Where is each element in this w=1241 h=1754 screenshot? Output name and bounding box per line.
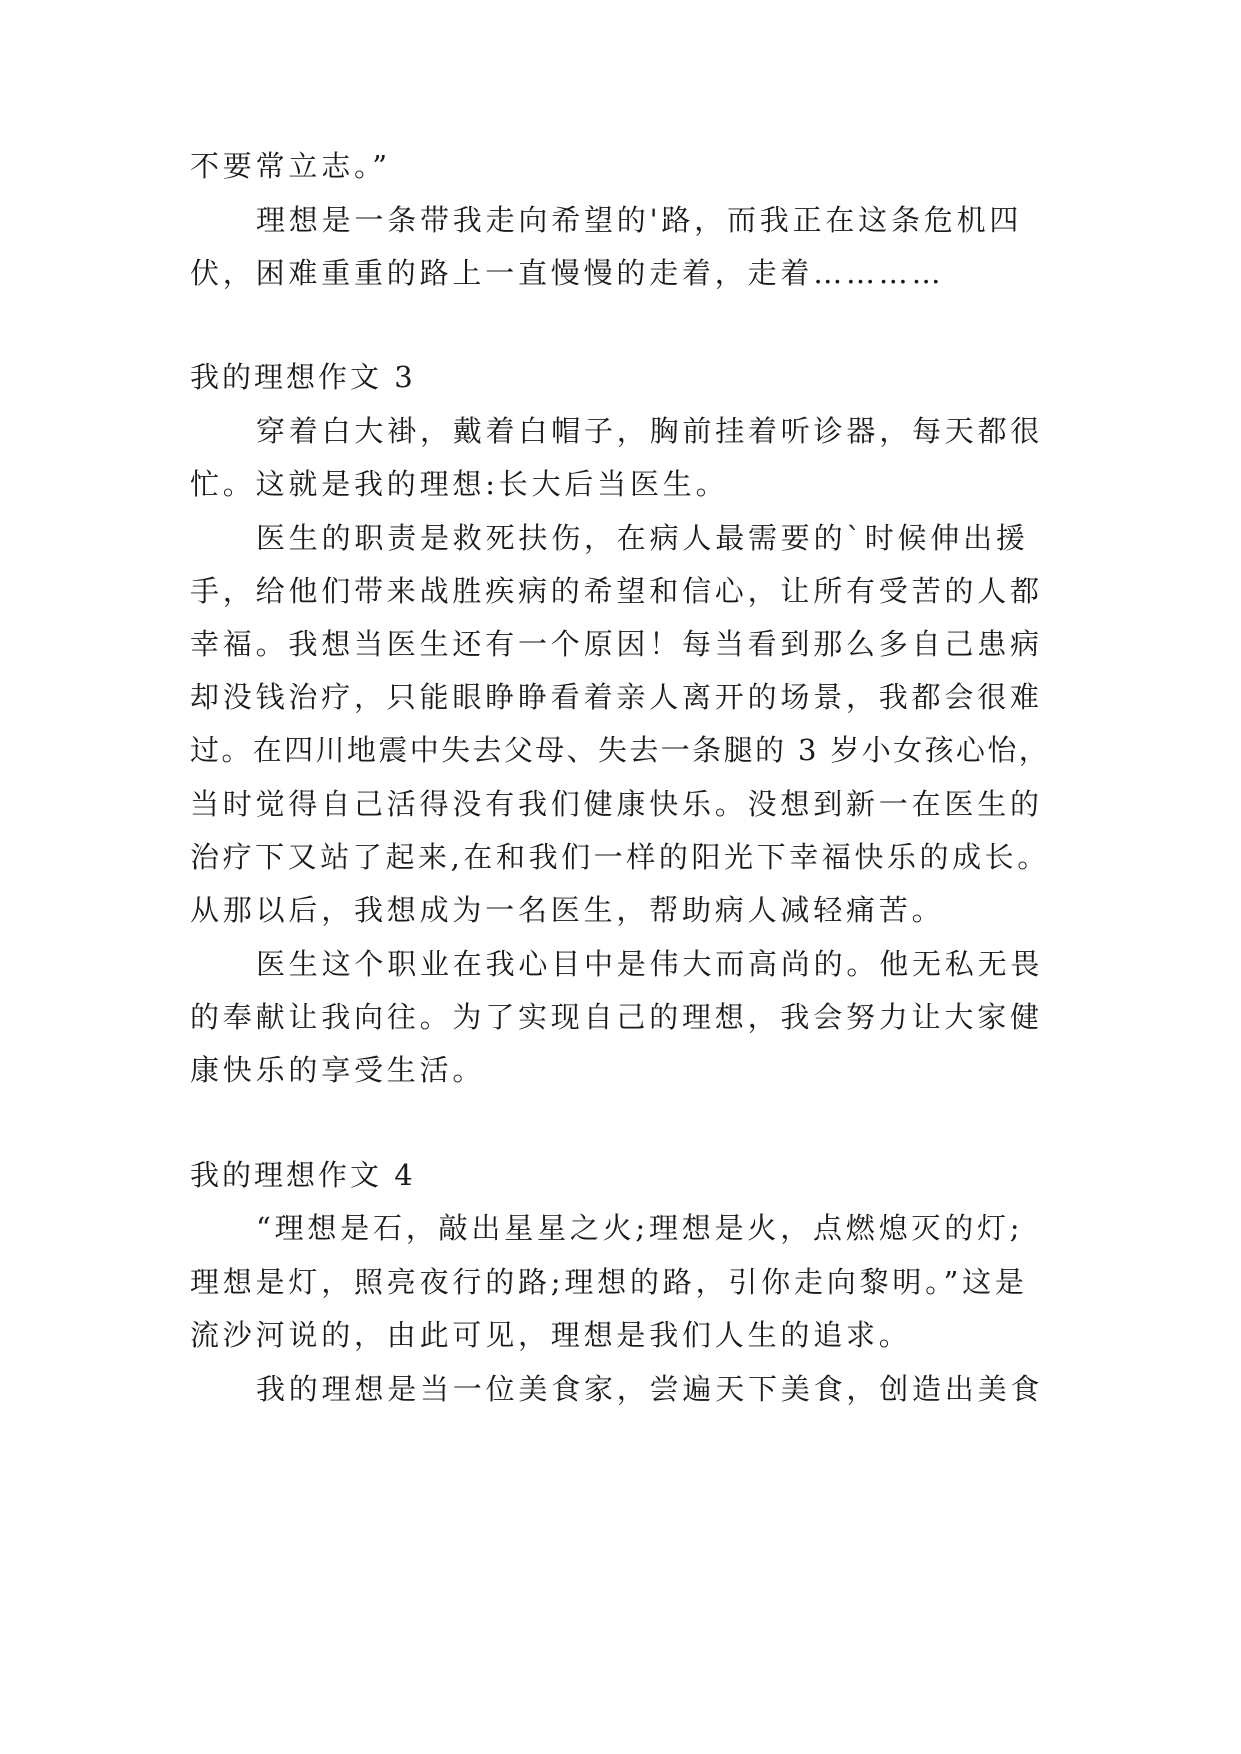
- paragraph-line: 却没钱治疗，只能眼睁睁看着亲人离开的场景，我都会很难: [190, 680, 1043, 714]
- paragraph-line: 流沙河说的，由此可见，理想是我们人生的追求。: [190, 1318, 912, 1352]
- paragraph-line: 理想是一条带我走向希望的'路，而我正在这条危机四: [256, 203, 1023, 237]
- paragraph-line: 医生这个职业在我心目中是伟大而高尚的。他无私无畏: [256, 947, 1044, 981]
- paragraph-line: 从那以后，我想成为一名医生，帮助病人减轻痛苦。: [190, 893, 945, 927]
- paragraph-line: “理想是石，敲出星星之火;理想是火，点燃熄灭的灯;: [256, 1211, 1024, 1245]
- paragraph-line: 幸福。我想当医生还有一个原因！每当看到那么多自己患病: [190, 627, 1043, 661]
- paragraph-line: 穿着白大褂，戴着白帽子，胸前挂着听诊器，每天都很: [256, 414, 1044, 448]
- section-heading: 我的理想作文 4: [190, 1158, 416, 1192]
- paragraph-line: 的奉献让我向往。为了实现自己的理想，我会努力让大家健: [190, 1000, 1043, 1034]
- paragraph-line: 不要常立志。”: [190, 149, 391, 183]
- paragraph-line: 手，给他们带来战胜疾病的希望和信心，让所有受苦的人都: [190, 574, 1043, 608]
- paragraph-line: 理想是灯，照亮夜行的路;理想的路，引你走向黎明。”这是: [190, 1265, 1028, 1299]
- paragraph-line: 治疗下又站了起来,在和我们一样的阳光下幸福快乐的成长。: [190, 840, 1050, 874]
- paragraph-line: 忙。这就是我的理想:长大后当医生。: [190, 467, 729, 501]
- section-heading: 我的理想作文 3: [190, 360, 416, 394]
- paragraph-line: 我的理想是当一位美食家，尝遍天下美食，创造出美食: [256, 1372, 1044, 1406]
- paragraph-line: 当时觉得自己活得没有我们健康快乐。没想到新一在医生的: [190, 787, 1043, 821]
- paragraph-line: 伏，困难重重的路上一直慢慢的走着，走着…………: [190, 256, 945, 290]
- paragraph-line: 医生的职责是救死扶伤，在病人最需要的`时候伸出援: [256, 521, 1029, 555]
- paragraph-line: 过。在四川地震中失去父母、失去一条腿的 3 岁小女孩心怡，: [190, 733, 1051, 767]
- paragraph-line: 康快乐的享受生活。: [190, 1053, 486, 1087]
